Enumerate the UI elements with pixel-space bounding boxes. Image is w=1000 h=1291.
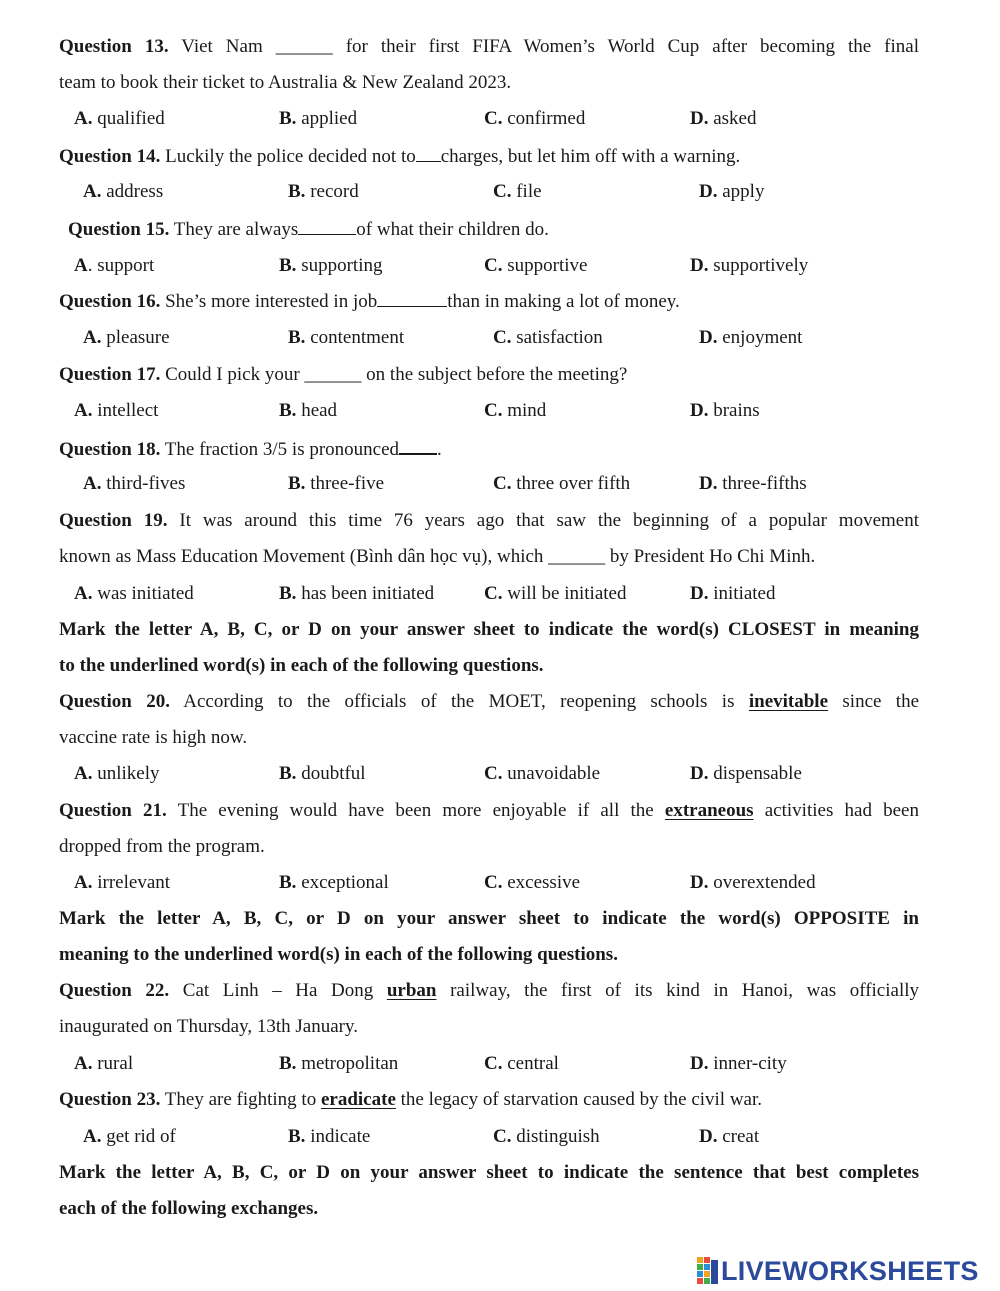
option-a[interactable]: A. pleasure (83, 327, 170, 348)
question-20-line-1: Question 20. According to the officials of the MOET, reopening schools is inevitable since the (59, 691, 920, 712)
underlined-word: inevitable (748, 691, 829, 712)
option-b[interactable]: B. head (279, 400, 338, 421)
option-d[interactable]: D. overextended (690, 872, 816, 893)
question-20-line-2 (59, 726, 919, 750)
option-d[interactable]: D. enjoyment (699, 327, 803, 348)
liveworksheets-logo[interactable] (697, 1256, 979, 1286)
question-16-line-1: Question 16. She’s more interested in job than in making a lot of money. (59, 291, 680, 312)
underlined-word: urban (386, 980, 437, 1001)
instruction-closest-line-2: to the underlined word(s) in each of the following questions. (59, 655, 544, 676)
question-text: inaugurated on Thursday, 13th January. (59, 1016, 358, 1037)
option-d[interactable]: D. initiated (690, 583, 776, 604)
option-c[interactable]: C. three over fifth (493, 473, 631, 494)
question-22-line-2 (59, 1015, 919, 1039)
option-d[interactable]: D. dispensable (690, 763, 802, 784)
instruction-opposite-line-2: meaning to the underlined word(s) in each of the following questions. (59, 944, 618, 965)
option-b[interactable]: B. three-five (288, 473, 385, 494)
option-b[interactable]: B. exceptional (279, 872, 389, 893)
option-a[interactable]: A. irrelevant (74, 872, 171, 893)
question-text: Viet Nam ______ for their first FIFA Women’s World Cup after becoming the final (181, 36, 919, 57)
option-d[interactable]: D. creat (699, 1126, 760, 1147)
question-text: vaccine rate is high now. (59, 727, 248, 748)
question-13-line-2 (59, 71, 919, 95)
option-a[interactable]: A. get rid of (83, 1126, 176, 1147)
question-text: It was around this time 76 years ago that saw the beginning of a popular movement (179, 510, 919, 531)
option-b[interactable]: B. metropolitan (279, 1053, 399, 1074)
question-18-line-1: Question 18. The fraction 3/5 is pronounced . (59, 436, 919, 462)
answer-blank[interactable] (416, 144, 441, 162)
option-a[interactable]: A. address (83, 181, 164, 202)
question-label: Question 17. (59, 364, 161, 385)
option-b[interactable]: B. indicate (288, 1126, 371, 1147)
question-text: known as Mass Education Movement (Bình dân học vụ), which ______ by President Ho Chi Minh. (59, 546, 816, 567)
option-a[interactable]: A. unlikely (74, 763, 160, 784)
option-d[interactable]: D. asked (690, 108, 757, 129)
question-label: Question 16. (59, 291, 161, 312)
instruction-exchanges-line-1: Mark the letter A, B, C, or D on your answer sheet to indicate the sentence that best completes (59, 1162, 919, 1183)
answer-blank[interactable] (377, 289, 447, 307)
question-label: Question 15. (68, 219, 170, 240)
option-b[interactable]: B. has been initiated (279, 583, 435, 604)
underlined-word: extraneous (664, 800, 754, 821)
question-21-line-2 (59, 835, 919, 859)
option-c[interactable]: C. central (484, 1053, 559, 1074)
question-label: Question 22. (59, 980, 170, 1001)
option-a[interactable]: A. was initiated (74, 583, 194, 604)
option-a[interactable]: A. rural (74, 1053, 134, 1074)
question-text: team to book their ticket to Australia & New Zealand 2023. (59, 72, 512, 93)
option-c[interactable]: C. unavoidable (484, 763, 601, 784)
question-label: Question 23. (59, 1089, 161, 1110)
instruction-closest-line-1: Mark the letter A, B, C, or D on your answer sheet to indicate the word(s) CLOSEST in meaning (59, 619, 919, 640)
option-d[interactable]: D. three-fifths (699, 473, 807, 494)
question-label: Question 21. (59, 800, 167, 821)
option-a[interactable]: A. third-fives (83, 473, 186, 494)
option-d[interactable]: D. brains (690, 400, 760, 421)
option-c[interactable]: C. file (493, 181, 542, 202)
answer-blank[interactable] (298, 217, 356, 235)
question-21-line-1: Question 21. The evening would have been more enjoyable if all the extraneous activities had been (59, 800, 919, 821)
option-a[interactable]: A. intellect (74, 400, 159, 421)
question-15-line-1: Question 15. They are always of what their children do. (68, 219, 549, 240)
question-13-line-1 (59, 35, 919, 59)
option-a[interactable]: A. qualified (74, 108, 165, 129)
question-19-line-2 (59, 545, 919, 569)
option-b[interactable]: B. contentment (288, 327, 405, 348)
option-c[interactable]: C. will be initiated (484, 583, 627, 604)
question-14-line-1: Question 14. Luckily the police decided not to charges, but let him off with a warning. (59, 146, 741, 167)
option-b[interactable]: B. supporting (279, 255, 383, 276)
option-b[interactable]: B. applied (279, 108, 358, 129)
option-c[interactable]: C. confirmed (484, 108, 586, 129)
underlined-word: eradicate (320, 1089, 396, 1110)
question-label: Question 18. (59, 439, 161, 460)
option-c[interactable]: C. excessive (484, 872, 581, 893)
question-label: Question 19. (59, 510, 168, 531)
question-text: dropped from the program. (59, 836, 265, 857)
option-c[interactable]: C. mind (484, 400, 547, 421)
option-b[interactable]: B. record (288, 181, 359, 202)
option-c[interactable]: C. satisfaction (493, 327, 603, 348)
instruction-opposite-line-1: Mark the letter A, B, C, or D on your answer sheet to indicate the word(s) OPPOSITE in (59, 908, 919, 929)
answer-blank[interactable] (399, 436, 437, 455)
question-22-line-1: Question 22. Cat Linh – Ha Dong urban railway, the first of its kind in Hanoi, was officially (59, 980, 920, 1001)
option-a[interactable]: A. support (74, 255, 155, 276)
instruction-exchanges-line-2: each of the following exchanges. (59, 1198, 319, 1219)
question-17-line-1 (59, 363, 919, 387)
option-d[interactable]: D. apply (699, 181, 765, 202)
liveworksheets-blocks-icon (697, 1257, 719, 1285)
question-19-line-1 (59, 509, 919, 533)
option-c[interactable]: C. supportive (484, 255, 588, 276)
option-b[interactable]: B. doubtful (279, 763, 366, 784)
question-label: Question 20. (59, 691, 170, 712)
question-label: Question 13. (59, 36, 169, 57)
question-label: Question 14. (59, 146, 161, 167)
option-d[interactable]: D. inner-city (690, 1053, 787, 1074)
question-23-line-1: Question 23. They are fighting to eradicate the legacy of starvation caused by the civil war. (59, 1089, 763, 1110)
option-c[interactable]: C. distinguish (493, 1126, 600, 1147)
question-text: Could I pick your ______ on the subject before the meeting? (165, 364, 628, 385)
option-d[interactable]: D. supportively (690, 255, 809, 276)
liveworksheets-wordmark: LIVEWORKSHEETS (721, 1255, 979, 1286)
